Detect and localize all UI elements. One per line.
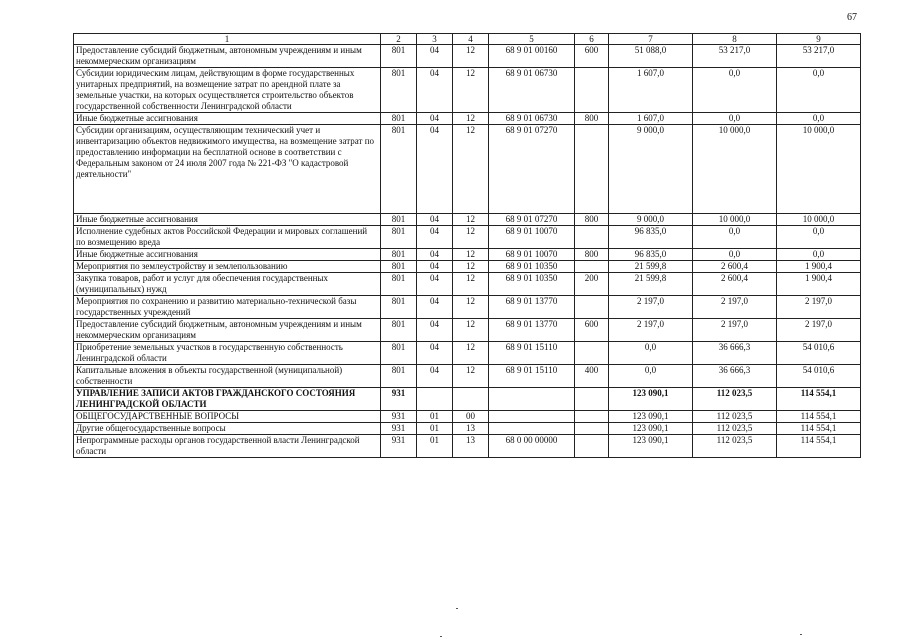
header-cell: 4: [453, 34, 489, 45]
target-article-cell: 68 9 01 07270: [489, 125, 575, 214]
amount-year3-cell: 54 010,6: [777, 342, 861, 365]
target-article-cell: 68 9 01 13770: [489, 296, 575, 319]
expense-type-cell: [575, 342, 609, 365]
code-cell: 801: [381, 45, 417, 68]
amount-year3-cell: 0,0: [777, 68, 861, 113]
row-name-cell: Мероприятия по сохранению и развитию материально-технической базы государственных учреждений: [74, 296, 381, 319]
subsection-cell: 12: [453, 296, 489, 319]
table-row: [74, 342, 861, 365]
table-row: [74, 249, 861, 261]
amount-year3-cell: 2 197,0: [777, 296, 861, 319]
amount-year1-cell: 123 090,1: [609, 423, 693, 435]
table-body: [74, 45, 861, 458]
row-name-cell: Закупка товаров, работ и услуг для обеспечения государственных (муниципальных) нужд: [74, 273, 381, 296]
row-name-cell: Субсидии организациям, осуществляющим технический учет и инвентаризацию объектов недвижимого имущества, на возмещение затрат по предоставлению информации на бесплатной основе в соответствии с Федеральным законом от 24 июля 2007 года № 221-ФЗ "О кадастровой деятельности": [74, 125, 381, 214]
row-name-cell: Иные бюджетные ассигнования: [74, 214, 381, 226]
subsection-cell: 12: [453, 319, 489, 342]
amount-year1-cell: 9 000,0: [609, 125, 693, 214]
subsection-cell: 12: [453, 342, 489, 365]
row-name-cell: Иные бюджетные ассигнования: [74, 113, 381, 125]
expense-type-cell: [575, 411, 609, 423]
amount-year2-cell: 10 000,0: [693, 214, 777, 226]
amount-year1-cell: 51 088,0: [609, 45, 693, 68]
amount-year1-cell: 1 607,0: [609, 113, 693, 125]
amount-year2-cell: 2 197,0: [693, 319, 777, 342]
amount-year1-cell: 9 000,0: [609, 214, 693, 226]
amount-year3-cell: 0,0: [777, 113, 861, 125]
amount-year1-cell: 2 197,0: [609, 319, 693, 342]
section-cell: 04: [417, 214, 453, 226]
code-cell: 801: [381, 214, 417, 226]
table-row: [74, 365, 861, 388]
section-cell: 04: [417, 249, 453, 261]
subsection-cell: 12: [453, 365, 489, 388]
amount-year1-cell: 96 835,0: [609, 249, 693, 261]
code-cell: 801: [381, 68, 417, 113]
code-cell: 801: [381, 226, 417, 249]
amount-year3-cell: 1 900,4: [777, 273, 861, 296]
amount-year2-cell: 2 600,4: [693, 273, 777, 296]
header-cell: 5: [489, 34, 575, 45]
expense-type-cell: 400: [575, 365, 609, 388]
section-cell: 04: [417, 296, 453, 319]
section-cell: 01: [417, 423, 453, 435]
code-cell: 801: [381, 261, 417, 273]
amount-year3-cell: 0,0: [777, 226, 861, 249]
section-cell: 04: [417, 226, 453, 249]
table-row: [74, 226, 861, 249]
code-cell: 801: [381, 342, 417, 365]
code-cell: 801: [381, 113, 417, 125]
section-cell: 04: [417, 68, 453, 113]
amount-year3-cell: 114 554,1: [777, 423, 861, 435]
expense-type-cell: [575, 388, 609, 411]
expense-type-cell: 800: [575, 113, 609, 125]
table-row: [74, 273, 861, 296]
amount-year3-cell: 1 900,4: [777, 261, 861, 273]
amount-year1-cell: 2 197,0: [609, 296, 693, 319]
expense-type-cell: 800: [575, 214, 609, 226]
row-name-cell: Капитальные вложения в объекты государственной (муниципальной) собственности: [74, 365, 381, 388]
code-cell: 931: [381, 388, 417, 411]
budget-table: [73, 33, 861, 458]
expense-type-cell: [575, 261, 609, 273]
amount-year3-cell: 0,0: [777, 249, 861, 261]
target-article-cell: [489, 423, 575, 435]
expense-type-cell: [575, 125, 609, 214]
table-row: [74, 435, 861, 458]
header-cell: 1: [74, 34, 381, 45]
code-cell: 801: [381, 273, 417, 296]
header-cell: 7: [609, 34, 693, 45]
table-row: [74, 411, 861, 423]
row-name-cell: Иные бюджетные ассигнования: [74, 249, 381, 261]
section-cell: 01: [417, 435, 453, 458]
amount-year1-cell: 123 090,1: [609, 435, 693, 458]
amount-year3-cell: 53 217,0: [777, 45, 861, 68]
target-article-cell: 68 9 01 10070: [489, 226, 575, 249]
subsection-cell: 12: [453, 261, 489, 273]
subsection-cell: 12: [453, 273, 489, 296]
target-article-cell: [489, 388, 575, 411]
target-article-cell: 68 9 01 06730: [489, 113, 575, 125]
expense-type-cell: 200: [575, 273, 609, 296]
table-header-row: [74, 34, 861, 45]
target-article-cell: 68 9 01 07270: [489, 214, 575, 226]
table-row: [74, 113, 861, 125]
code-cell: 801: [381, 319, 417, 342]
header-cell: 6: [575, 34, 609, 45]
amount-year1-cell: 21 599,8: [609, 261, 693, 273]
expense-type-cell: [575, 68, 609, 113]
code-cell: 931: [381, 411, 417, 423]
amount-year1-cell: 123 090,1: [609, 388, 693, 411]
amount-year1-cell: 0,0: [609, 365, 693, 388]
subsection-cell: 00: [453, 411, 489, 423]
subsection-cell: 12: [453, 249, 489, 261]
table-row: [74, 261, 861, 273]
page-number: 67: [847, 12, 857, 23]
scan-speck: [800, 634, 802, 635]
amount-year2-cell: 0,0: [693, 68, 777, 113]
subsection-cell: 13: [453, 423, 489, 435]
subsection-cell: 13: [453, 435, 489, 458]
amount-year1-cell: 21 599,8: [609, 273, 693, 296]
amount-year2-cell: 112 023,5: [693, 388, 777, 411]
section-cell: 04: [417, 125, 453, 214]
section-cell: 04: [417, 319, 453, 342]
amount-year1-cell: 1 607,0: [609, 68, 693, 113]
subsection-cell: 12: [453, 214, 489, 226]
amount-year2-cell: 0,0: [693, 226, 777, 249]
amount-year2-cell: 53 217,0: [693, 45, 777, 68]
table-row: [74, 68, 861, 113]
row-name-cell: Исполнение судебных актов Российской Федерации и мировых соглашений по возмещению вреда: [74, 226, 381, 249]
expense-type-cell: 800: [575, 249, 609, 261]
subsection-cell: 12: [453, 113, 489, 125]
subsection-cell: 12: [453, 68, 489, 113]
expense-type-cell: [575, 435, 609, 458]
scan-speck: [456, 608, 458, 609]
target-article-cell: 68 9 01 10350: [489, 273, 575, 296]
amount-year2-cell: 112 023,5: [693, 411, 777, 423]
amount-year2-cell: 36 666,3: [693, 342, 777, 365]
table-row: [74, 296, 861, 319]
amount-year1-cell: 96 835,0: [609, 226, 693, 249]
subsection-cell: 12: [453, 125, 489, 214]
row-name-cell: Мероприятия по землеустройству и землепользованию: [74, 261, 381, 273]
header-cell: 9: [777, 34, 861, 45]
amount-year2-cell: 10 000,0: [693, 125, 777, 214]
amount-year3-cell: 2 197,0: [777, 319, 861, 342]
amount-year2-cell: 2 600,4: [693, 261, 777, 273]
row-name-cell: Приобретение земельных участков в государственную собственность Ленинградской области: [74, 342, 381, 365]
section-cell: [417, 388, 453, 411]
expense-type-cell: [575, 423, 609, 435]
code-cell: 931: [381, 423, 417, 435]
subsection-cell: [453, 388, 489, 411]
code-cell: 801: [381, 125, 417, 214]
amount-year2-cell: 0,0: [693, 249, 777, 261]
target-article-cell: [489, 411, 575, 423]
amount-year2-cell: 36 666,3: [693, 365, 777, 388]
amount-year2-cell: 0,0: [693, 113, 777, 125]
table-row: [74, 125, 861, 214]
target-article-cell: 68 9 01 10070: [489, 249, 575, 261]
amount-year3-cell: 54 010,6: [777, 365, 861, 388]
code-cell: 801: [381, 365, 417, 388]
amount-year1-cell: 0,0: [609, 342, 693, 365]
row-name-cell: Непрограммные расходы органов государственной власти Ленинградской области: [74, 435, 381, 458]
target-article-cell: 68 9 01 15110: [489, 365, 575, 388]
table-row: [74, 388, 861, 411]
amount-year2-cell: 2 197,0: [693, 296, 777, 319]
target-article-cell: 68 0 00 00000: [489, 435, 575, 458]
target-article-cell: 68 9 01 00160: [489, 45, 575, 68]
section-cell: 04: [417, 342, 453, 365]
section-cell: 04: [417, 113, 453, 125]
row-name-cell: Предоставление субсидий бюджетным, автономным учреждениям и иным некоммерческим организациям: [74, 45, 381, 68]
target-article-cell: 68 9 01 06730: [489, 68, 575, 113]
table-row: [74, 319, 861, 342]
subsection-cell: 12: [453, 226, 489, 249]
amount-year3-cell: 114 554,1: [777, 411, 861, 423]
amount-year3-cell: 114 554,1: [777, 435, 861, 458]
target-article-cell: 68 9 01 10350: [489, 261, 575, 273]
section-cell: 04: [417, 261, 453, 273]
amount-year3-cell: 10 000,0: [777, 214, 861, 226]
section-cell: 04: [417, 273, 453, 296]
table-row: [74, 423, 861, 435]
target-article-cell: 68 9 01 13770: [489, 319, 575, 342]
row-name-cell: УПРАВЛЕНИЕ ЗАПИСИ АКТОВ ГРАЖДАНСКОГО СОСТОЯНИЯ ЛЕНИНГРАДСКОЙ ОБЛАСТИ: [74, 388, 381, 411]
row-name-cell: ОБЩЕГОСУДАРСТВЕННЫЕ ВОПРОСЫ: [74, 411, 381, 423]
expense-type-cell: 600: [575, 319, 609, 342]
row-name-cell: Предоставление субсидий бюджетным, автономным учреждениям и иным некоммерческим организациям: [74, 319, 381, 342]
amount-year2-cell: 112 023,5: [693, 435, 777, 458]
code-cell: 801: [381, 249, 417, 261]
target-article-cell: 68 9 01 15110: [489, 342, 575, 365]
header-cell: 8: [693, 34, 777, 45]
expense-type-cell: 600: [575, 45, 609, 68]
table-row: [74, 45, 861, 68]
code-cell: 931: [381, 435, 417, 458]
row-name-cell: Субсидии юридическим лицам, действующим в форме государственных унитарных предприятий, на возмещение затрат по арендной плате за земельные участки, на которых осуществляется строительство объектов государственной собственности Ленинградской области: [74, 68, 381, 113]
scan-speck: [440, 636, 442, 637]
amount-year2-cell: 112 023,5: [693, 423, 777, 435]
amount-year3-cell: 114 554,1: [777, 388, 861, 411]
expense-type-cell: [575, 226, 609, 249]
expense-type-cell: [575, 296, 609, 319]
section-cell: 04: [417, 365, 453, 388]
table-row: [74, 214, 861, 226]
row-name-cell: Другие общегосударственные вопросы: [74, 423, 381, 435]
code-cell: 801: [381, 296, 417, 319]
section-cell: 01: [417, 411, 453, 423]
subsection-cell: 12: [453, 45, 489, 68]
amount-year1-cell: 123 090,1: [609, 411, 693, 423]
section-cell: 04: [417, 45, 453, 68]
header-cell: 3: [417, 34, 453, 45]
amount-year3-cell: 10 000,0: [777, 125, 861, 214]
header-cell: 2: [381, 34, 417, 45]
